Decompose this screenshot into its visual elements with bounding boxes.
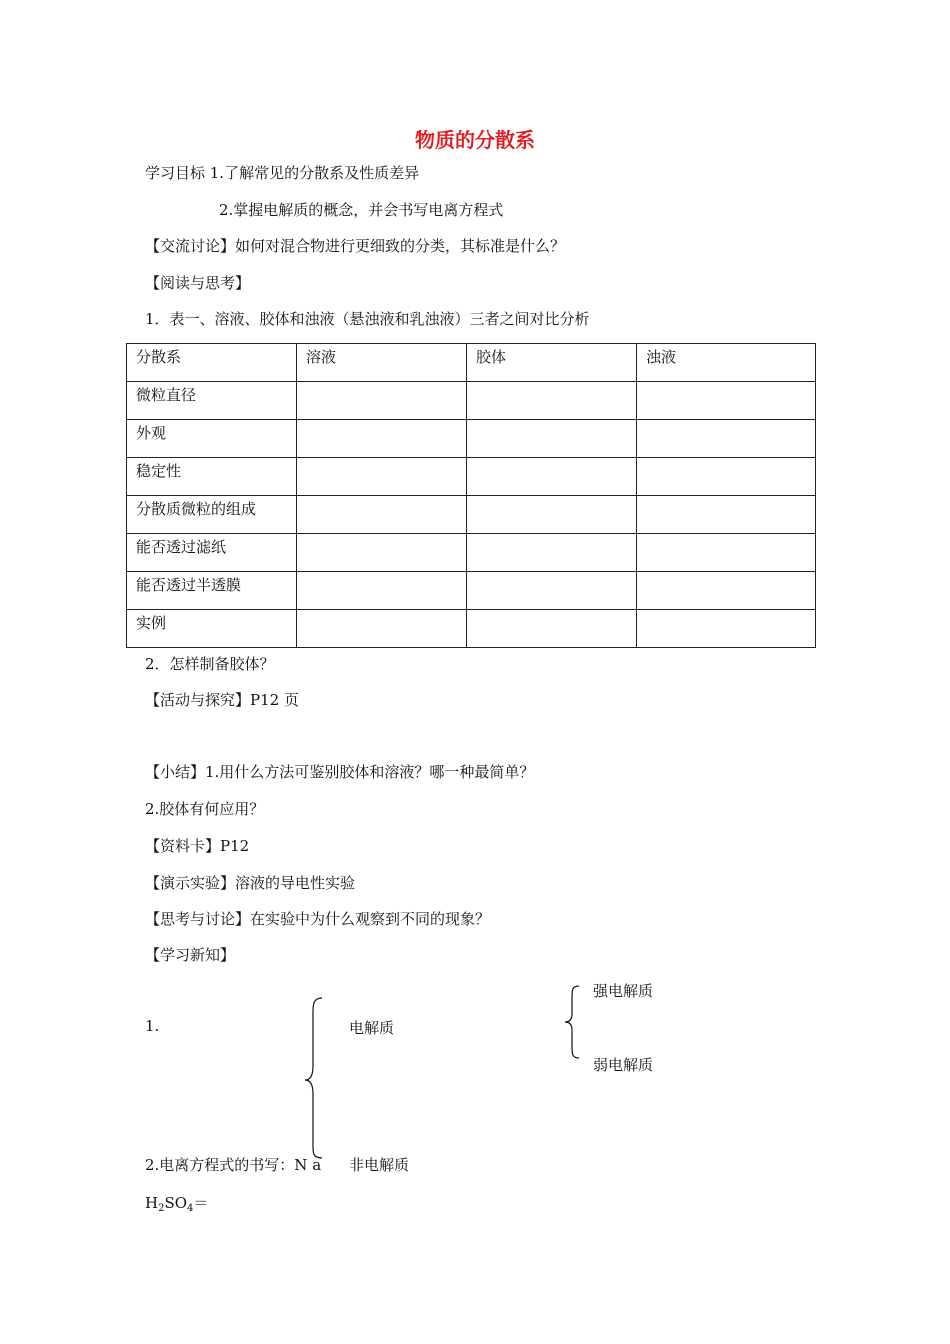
row-label: 稳定性 (127, 458, 297, 496)
question-1: 1．表一、溶液、胶体和浊液（悬浊液和乳浊液）三者之间对比分析 (145, 310, 590, 328)
answer-cell[interactable] (297, 572, 467, 610)
table-row (127, 420, 816, 458)
row-label: 实例 (127, 610, 297, 648)
answer-cell[interactable] (637, 572, 816, 610)
demo-heading: 【演示实验】溶液的导电性实验 (145, 874, 356, 892)
objective-1: 学习目标 1.了解常见的分散系及性质差异 (145, 164, 420, 182)
activity-heading: 【活动与探究】P12 页 (145, 691, 299, 709)
answer-cell[interactable] (297, 420, 467, 458)
answer-cell[interactable] (467, 572, 637, 610)
table-row (127, 382, 816, 420)
table-header-cell: 浊液 (637, 344, 816, 382)
classify-number: 1. (145, 1017, 160, 1035)
table-header-row (127, 344, 816, 382)
answer-cell[interactable] (637, 458, 816, 496)
large-brace-icon (302, 996, 324, 1160)
row-label: 能否透过半透膜 (127, 572, 297, 610)
h2so4-equation (145, 1193, 208, 1219)
table-row (127, 458, 816, 496)
table-header-cell: 溶液 (297, 344, 467, 382)
table-header-cell: 胶体 (467, 344, 637, 382)
summary-1: 【小结】1.用什么方法可鉴别胶体和溶液？哪一种最简单？ (145, 763, 535, 781)
row-label: 能否透过滤纸 (127, 534, 297, 572)
formula-h: H (145, 1194, 159, 1212)
answer-cell[interactable] (467, 534, 637, 572)
data-card-heading: 【资料卡】P12 (145, 837, 250, 855)
ionization-heading: 2.电离方程式的书写：N a (145, 1156, 322, 1174)
answer-cell[interactable] (637, 420, 816, 458)
row-label: 微粒直径 (127, 382, 297, 420)
answer-cell[interactable] (467, 420, 637, 458)
table-row (127, 496, 816, 534)
answer-cell[interactable] (467, 496, 637, 534)
table-row (127, 534, 816, 572)
comparison-table (126, 343, 816, 648)
answer-cell[interactable] (637, 382, 816, 420)
answer-cell[interactable] (297, 458, 467, 496)
row-label: 分散质微粒的组成 (127, 496, 297, 534)
answer-cell[interactable] (467, 382, 637, 420)
row-label: 外观 (127, 420, 297, 458)
question-2: 2．怎样制备胶体？ (145, 655, 275, 673)
summary-2: 2.胶体有何应用？ (145, 800, 265, 818)
answer-cell[interactable] (637, 496, 816, 534)
non-electrolyte-label: 非电解质 (349, 1156, 410, 1174)
strong-electrolyte-label: 强电解质 (593, 982, 654, 1000)
new-knowledge-heading: 【学习新知】 (145, 946, 236, 964)
formula-so: SO (164, 1194, 188, 1212)
answer-cell[interactable] (297, 534, 467, 572)
answer-cell[interactable] (467, 458, 637, 496)
page-title: 物质的分散系 (415, 128, 535, 152)
answer-cell[interactable] (467, 610, 637, 648)
reading-heading: 【阅读与思考】 (145, 274, 251, 292)
think-heading: 【思考与讨论】在实验中为什么观察到不同的现象？ (145, 910, 491, 928)
small-brace-icon (562, 984, 582, 1060)
discussion-prompt: 【交流讨论】如何对混合物进行更细致的分类，其标准是什么？ (145, 237, 566, 255)
answer-cell[interactable] (297, 496, 467, 534)
formula-subscript-4: 4 (187, 1203, 194, 1214)
weak-electrolyte-label: 弱电解质 (593, 1056, 654, 1074)
objective-2: 2.掌握电解质的概念，并会书写电离方程式 (219, 201, 504, 219)
answer-cell[interactable] (637, 534, 816, 572)
formula-subscript-2: 2 (158, 1203, 165, 1214)
equals-sign: ＝ (193, 1194, 209, 1212)
table-row (127, 610, 816, 648)
electrolyte-label: 电解质 (349, 1019, 395, 1037)
answer-cell[interactable] (637, 610, 816, 648)
table-row (127, 572, 816, 610)
answer-cell[interactable] (297, 382, 467, 420)
table-header-cell: 分散系 (127, 344, 297, 382)
answer-cell[interactable] (297, 610, 467, 648)
